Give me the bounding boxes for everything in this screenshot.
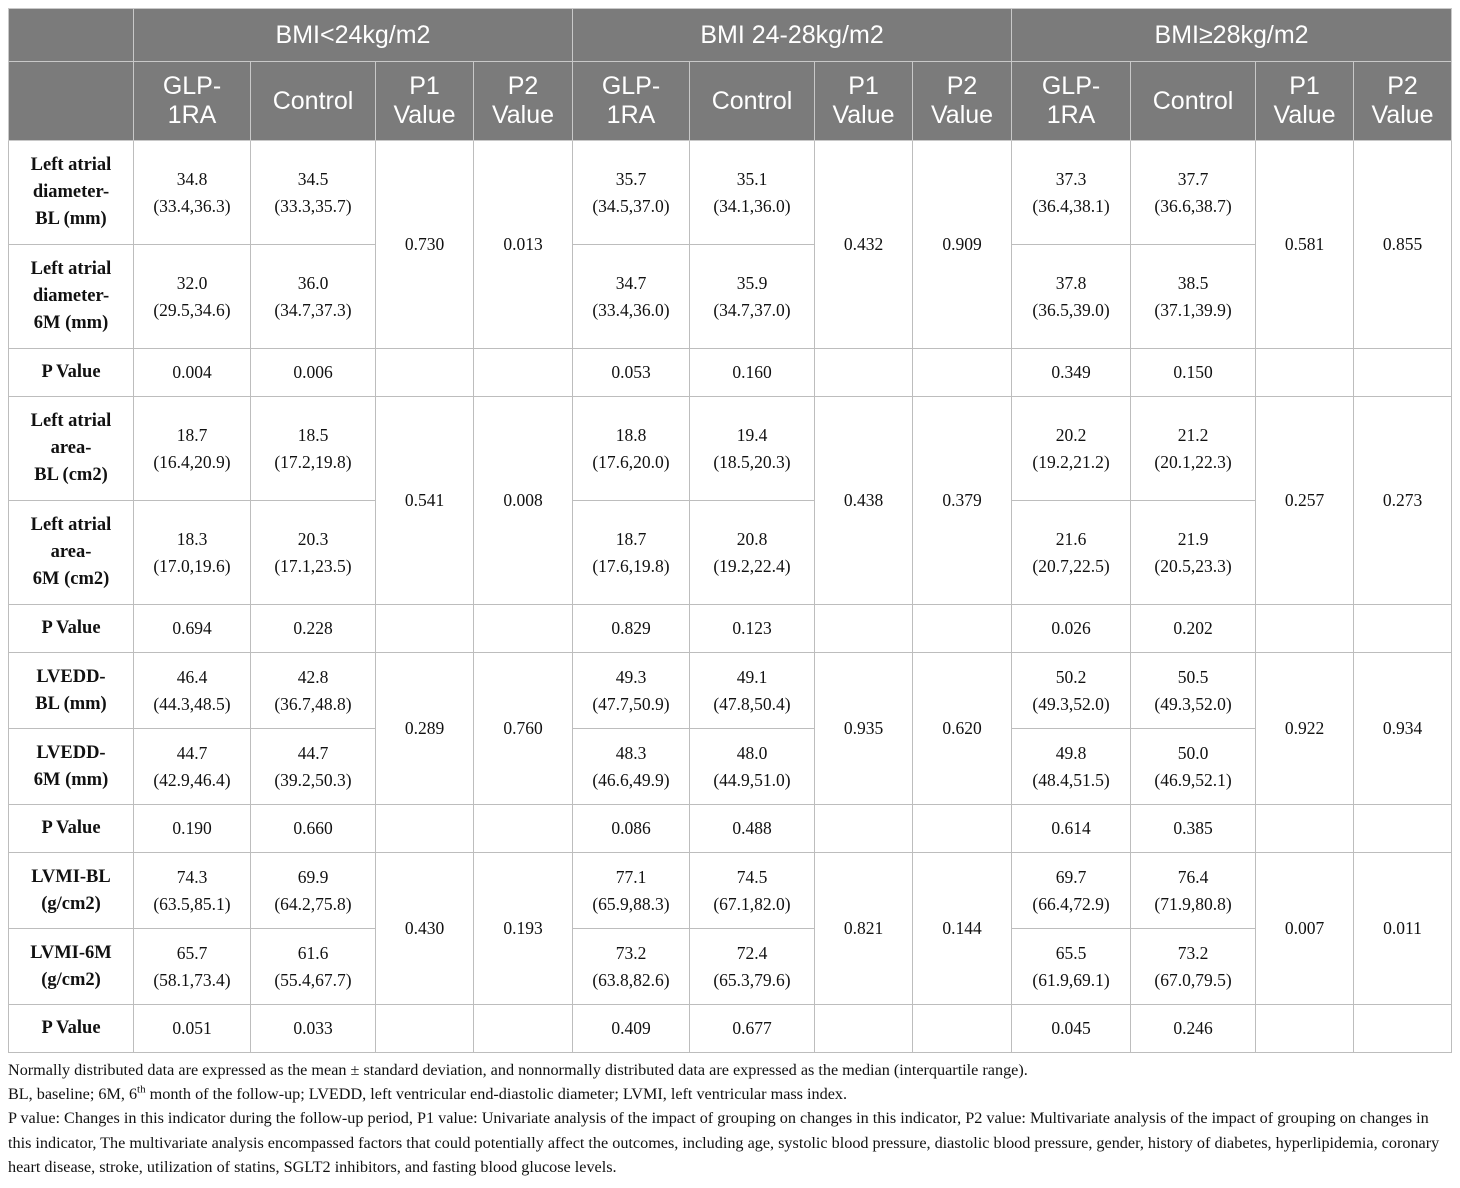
group-header: BMI≥28kg/m2 — [1012, 9, 1452, 62]
footnote-distribution: Normally distributed data are expressed as the mean ± standard deviation, and nonnormally distributed data are expressed as the median (interquartile range). — [8, 1061, 1028, 1079]
control-value: 20.3 (17.1,23.5) — [251, 501, 376, 605]
glp1ra-value: 77.1 (65.9,88.3) — [573, 853, 690, 929]
control-value: 38.5 (37.1,39.9) — [1131, 245, 1256, 349]
p2-value: 0.760 — [474, 653, 573, 805]
control-p-value: 0.006 — [251, 349, 376, 397]
control-p-value: 0.488 — [690, 805, 815, 853]
empty-cell — [376, 605, 474, 653]
control-value: 49.1 (47.8,50.4) — [690, 653, 815, 729]
glp1ra-p-value: 0.086 — [573, 805, 690, 853]
p2-value: 0.934 — [1354, 653, 1452, 805]
empty-cell — [913, 1005, 1012, 1053]
glp1ra-p-value: 0.026 — [1012, 605, 1131, 653]
table-row — [9, 929, 1452, 1005]
p1-value: 0.257 — [1256, 397, 1354, 605]
p2-value: 0.013 — [474, 141, 573, 349]
empty-cell — [815, 349, 913, 397]
empty-cell — [815, 1005, 913, 1053]
p1-value-header: P1 Value — [815, 62, 913, 141]
p1-value: 0.922 — [1256, 653, 1354, 805]
corner-header — [9, 9, 134, 62]
row-label: Left atrial diameter- 6M (mm) — [9, 245, 134, 349]
p1-value: 0.581 — [1256, 141, 1354, 349]
glp1ra-value: 18.3 (17.0,19.6) — [134, 501, 251, 605]
p2-value-header: P2 Value — [1354, 62, 1452, 141]
control-value: 34.5 (33.3,35.7) — [251, 141, 376, 245]
glp1ra-p-value: 0.053 — [573, 349, 690, 397]
p2-value: 0.011 — [1354, 853, 1452, 1005]
control-p-value: 0.160 — [690, 349, 815, 397]
p1-value: 0.541 — [376, 397, 474, 605]
empty-cell — [1354, 605, 1452, 653]
glp1ra-value: 46.4 (44.3,48.5) — [134, 653, 251, 729]
p2-value: 0.909 — [913, 141, 1012, 349]
glp1ra-value: 49.8 (48.4,51.5) — [1012, 729, 1131, 805]
p1-value: 0.432 — [815, 141, 913, 349]
p2-value: 0.379 — [913, 397, 1012, 605]
glp1ra-p-value: 0.694 — [134, 605, 251, 653]
empty-cell — [1354, 1005, 1452, 1053]
row-label: LVEDD- 6M (mm) — [9, 729, 134, 805]
control-value: 35.1 (34.1,36.0) — [690, 141, 815, 245]
empty-cell — [1256, 349, 1354, 397]
control-value: 72.4 (65.3,79.6) — [690, 929, 815, 1005]
control-value: 20.8 (19.2,22.4) — [690, 501, 815, 605]
p-value-row — [9, 1005, 1452, 1053]
control-value: 21.9 (20.5,23.3) — [1131, 501, 1256, 605]
glp1ra-value: 65.5 (61.9,69.1) — [1012, 929, 1131, 1005]
control-header: Control — [690, 62, 815, 141]
p2-value: 0.008 — [474, 397, 573, 605]
empty-cell — [815, 805, 913, 853]
glp1ra-p-value: 0.409 — [573, 1005, 690, 1053]
glp1ra-value: 34.7 (33.4,36.0) — [573, 245, 690, 349]
glp1ra-p-value: 0.349 — [1012, 349, 1131, 397]
control-value: 37.7 (36.6,38.7) — [1131, 141, 1256, 245]
control-value: 61.6 (55.4,67.7) — [251, 929, 376, 1005]
glp1ra-value: 18.8 (17.6,20.0) — [573, 397, 690, 501]
p1-value: 0.007 — [1256, 853, 1354, 1005]
table-row — [9, 653, 1452, 729]
control-p-value: 0.123 — [690, 605, 815, 653]
empty-cell — [376, 349, 474, 397]
p1-value: 0.935 — [815, 653, 913, 805]
p-value-row — [9, 349, 1452, 397]
control-p-value: 0.228 — [251, 605, 376, 653]
p2-value: 0.620 — [913, 653, 1012, 805]
group-header-row — [9, 9, 1452, 62]
row-label: Left atrial area- 6M (cm2) — [9, 501, 134, 605]
control-header: Control — [1131, 62, 1256, 141]
p2-value: 0.144 — [913, 853, 1012, 1005]
control-value: 36.0 (34.7,37.3) — [251, 245, 376, 349]
control-value: 21.2 (20.1,22.3) — [1131, 397, 1256, 501]
table-row — [9, 853, 1452, 929]
control-value: 48.0 (44.9,51.0) — [690, 729, 815, 805]
control-p-value: 0.033 — [251, 1005, 376, 1053]
row-label: P Value — [9, 349, 134, 397]
empty-cell — [913, 349, 1012, 397]
p1-value: 0.821 — [815, 853, 913, 1005]
empty-cell — [815, 605, 913, 653]
control-p-value: 0.202 — [1131, 605, 1256, 653]
p1-value: 0.430 — [376, 853, 474, 1005]
p-value-row — [9, 605, 1452, 653]
empty-cell — [1256, 805, 1354, 853]
control-value: 74.5 (67.1,82.0) — [690, 853, 815, 929]
glp1ra-p-value: 0.045 — [1012, 1005, 1131, 1053]
control-p-value: 0.385 — [1131, 805, 1256, 853]
table-body — [9, 141, 1452, 1053]
group-header: BMI<24kg/m2 — [134, 9, 573, 62]
control-p-value: 0.246 — [1131, 1005, 1256, 1053]
row-label: P Value — [9, 805, 134, 853]
control-value: 19.4 (18.5,20.3) — [690, 397, 815, 501]
control-value: 42.8 (36.7,48.8) — [251, 653, 376, 729]
row-label: LVMI-BL (g/cm2) — [9, 853, 134, 929]
results-table-container — [8, 8, 1451, 1053]
row-label: P Value — [9, 1005, 134, 1053]
corner-header — [9, 62, 134, 141]
glp1ra-p-value: 0.190 — [134, 805, 251, 853]
empty-cell — [376, 805, 474, 853]
glp1ra-header: GLP- 1RA — [134, 62, 251, 141]
empty-cell — [1354, 805, 1452, 853]
empty-cell — [913, 805, 1012, 853]
p-value-row — [9, 805, 1452, 853]
row-label: LVMI-6M (g/cm2) — [9, 929, 134, 1005]
empty-cell — [474, 805, 573, 853]
empty-cell — [474, 349, 573, 397]
empty-cell — [1256, 1005, 1354, 1053]
table-row — [9, 397, 1452, 501]
control-p-value: 0.150 — [1131, 349, 1256, 397]
table-row — [9, 501, 1452, 605]
control-header: Control — [251, 62, 376, 141]
glp1ra-value: 69.7 (66.4,72.9) — [1012, 853, 1131, 929]
control-value: 69.9 (64.2,75.8) — [251, 853, 376, 929]
glp1ra-value: 49.3 (47.7,50.9) — [573, 653, 690, 729]
glp1ra-value: 37.8 (36.5,39.0) — [1012, 245, 1131, 349]
table-row — [9, 141, 1452, 245]
glp1ra-value: 32.0 (29.5,34.6) — [134, 245, 251, 349]
control-value: 18.5 (17.2,19.8) — [251, 397, 376, 501]
glp1ra-value: 50.2 (49.3,52.0) — [1012, 653, 1131, 729]
glp1ra-value: 18.7 (17.6,19.8) — [573, 501, 690, 605]
empty-cell — [1256, 605, 1354, 653]
row-label: Left atrial diameter- BL (mm) — [9, 141, 134, 245]
empty-cell — [1354, 349, 1452, 397]
p1-value: 0.438 — [815, 397, 913, 605]
p1-value: 0.289 — [376, 653, 474, 805]
control-value: 44.7 (39.2,50.3) — [251, 729, 376, 805]
control-value: 50.0 (46.9,52.1) — [1131, 729, 1256, 805]
row-label: LVEDD- BL (mm) — [9, 653, 134, 729]
footnote-p-values: P value: Changes in this indicator during the follow-up period, P1 value: Univariate analysis of the impact of grouping on changes in this indicator, P2 value: Multivariate analysis of the impact of grouping on changes in this indicator, The multivariate analysis encompassed factors that could potentially affect the outcomes, including age, systolic blood pressure, diastolic blood pressure, gender, history of diabetes, hyperlipidemia, coronary heart disease, stroke, utilization of statins, SGLT2 inhibitors, and fasting blood glucose levels. — [8, 1109, 1440, 1176]
glp1ra-value: 21.6 (20.7,22.5) — [1012, 501, 1131, 605]
empty-cell — [474, 605, 573, 653]
glp1ra-value: 44.7 (42.9,46.4) — [134, 729, 251, 805]
glp1ra-value: 34.8 (33.4,36.3) — [134, 141, 251, 245]
table-footnotes — [8, 1058, 1456, 1179]
glp1ra-value: 18.7 (16.4,20.9) — [134, 397, 251, 501]
subheader-row — [9, 62, 1452, 141]
p1-value-header: P1 Value — [376, 62, 474, 141]
empty-cell — [376, 1005, 474, 1053]
empty-cell — [913, 605, 1012, 653]
p2-value: 0.193 — [474, 853, 573, 1005]
control-p-value: 0.660 — [251, 805, 376, 853]
glp1ra-value: 73.2 (63.8,82.6) — [573, 929, 690, 1005]
p2-value: 0.273 — [1354, 397, 1452, 605]
glp1ra-value: 74.3 (63.5,85.1) — [134, 853, 251, 929]
glp1ra-p-value: 0.829 — [573, 605, 690, 653]
glp1ra-p-value: 0.004 — [134, 349, 251, 397]
footnote-abbreviations: BL, baseline; 6M, 6th month of the follow-up; LVEDD, left ventricular end-diastolic diameter; LVMI, left ventricular mass index. — [8, 1083, 848, 1104]
glp1ra-value: 48.3 (46.6,49.9) — [573, 729, 690, 805]
p1-value: 0.730 — [376, 141, 474, 349]
p2-value: 0.855 — [1354, 141, 1452, 349]
glp1ra-p-value: 0.051 — [134, 1005, 251, 1053]
row-label: P Value — [9, 605, 134, 653]
table-row — [9, 245, 1452, 349]
glp1ra-value: 35.7 (34.5,37.0) — [573, 141, 690, 245]
table-row — [9, 729, 1452, 805]
glp1ra-header: GLP- 1RA — [1012, 62, 1131, 141]
group-header: BMI 24-28kg/m2 — [573, 9, 1012, 62]
glp1ra-header: GLP- 1RA — [573, 62, 690, 141]
row-label: Left atrial area- BL (cm2) — [9, 397, 134, 501]
p2-value-header: P2 Value — [913, 62, 1012, 141]
control-value: 73.2 (67.0,79.5) — [1131, 929, 1256, 1005]
glp1ra-value: 65.7 (58.1,73.4) — [134, 929, 251, 1005]
control-value: 76.4 (71.9,80.8) — [1131, 853, 1256, 929]
results-table — [8, 8, 1452, 1053]
control-value: 50.5 (49.3,52.0) — [1131, 653, 1256, 729]
control-p-value: 0.677 — [690, 1005, 815, 1053]
glp1ra-value: 37.3 (36.4,38.1) — [1012, 141, 1131, 245]
glp1ra-value: 20.2 (19.2,21.2) — [1012, 397, 1131, 501]
control-value: 35.9 (34.7,37.0) — [690, 245, 815, 349]
empty-cell — [474, 1005, 573, 1053]
p2-value-header: P2 Value — [474, 62, 573, 141]
p1-value-header: P1 Value — [1256, 62, 1354, 141]
glp1ra-p-value: 0.614 — [1012, 805, 1131, 853]
